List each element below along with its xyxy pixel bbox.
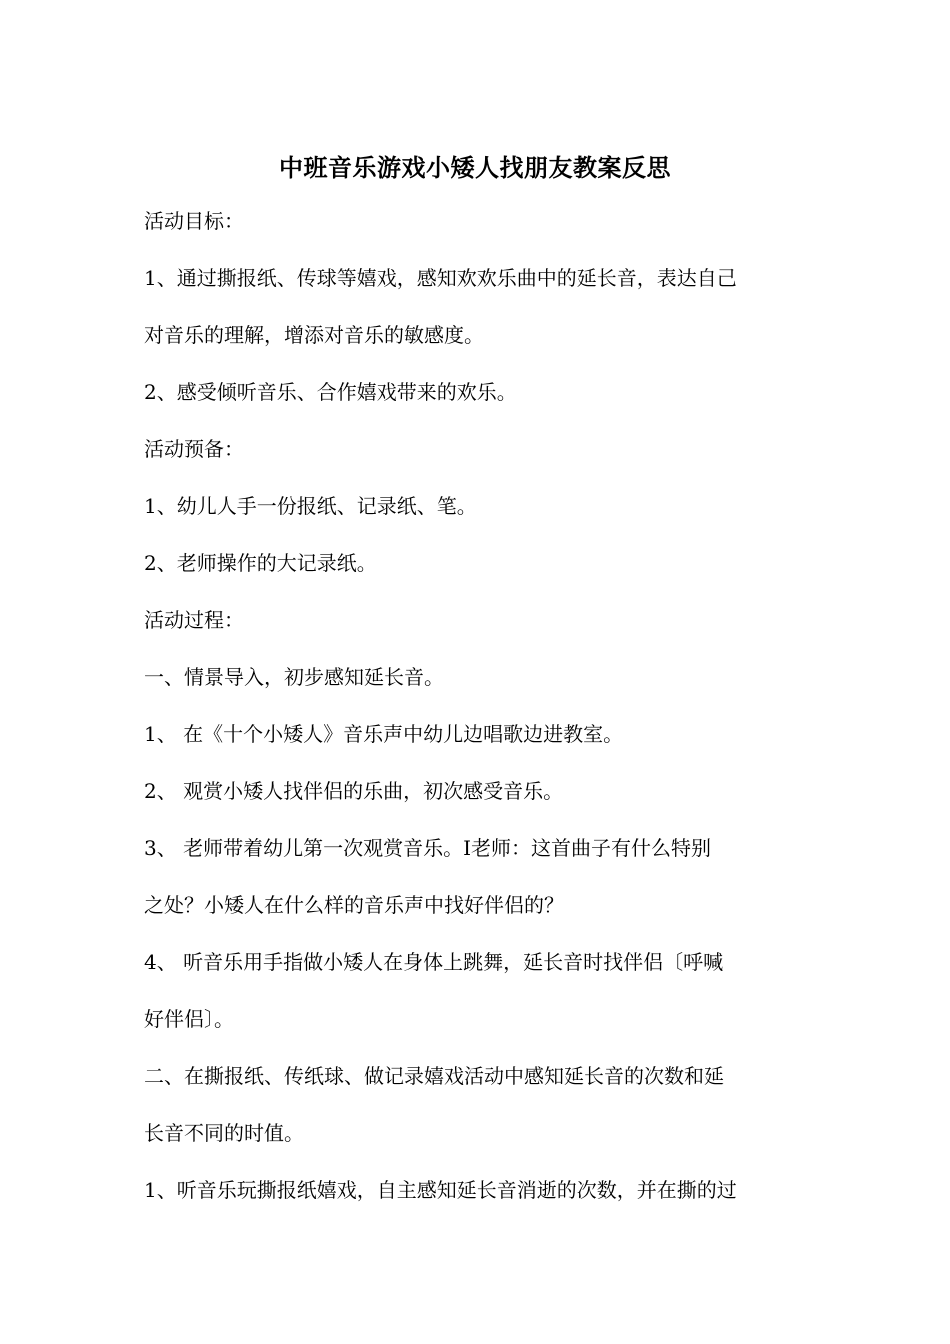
paragraph-line: 1、听音乐玩撕报纸嬉戏，自主感知延长音消逝的次数，并在撕的过 bbox=[144, 1178, 737, 1202]
section-heading-preparation: 活动预备： bbox=[144, 437, 244, 461]
paragraph-line: 2、老师操作的大记录纸。 bbox=[144, 551, 377, 575]
paragraph-line: 1、幼儿人手一份报纸、记录纸、笔。 bbox=[144, 494, 477, 518]
paragraph-line: 4、 听音乐用手指做小矮人在身体上跳舞，延长音时找伴侣〔呼喊 bbox=[144, 950, 724, 974]
paragraph-line: 二、在撕报纸、传纸球、做记录嬉戏活动中感知延长音的次数和延 bbox=[144, 1064, 724, 1088]
section-heading-process: 活动过程： bbox=[144, 608, 244, 632]
paragraph-line: 1、 在《十个小矮人》音乐声中幼儿边唱歌边进教室。 bbox=[144, 722, 624, 746]
paragraph-line: 长音不同的时值。 bbox=[144, 1121, 304, 1145]
section-heading-goals: 活动目标： bbox=[144, 209, 244, 233]
paragraph-line: 3、 老师带着幼儿第一次观赏音乐。I老师：这首曲子有什么特别 bbox=[144, 836, 711, 860]
paragraph-line: 2、 观赏小矮人找伴侣的乐曲，初次感受音乐。 bbox=[144, 779, 564, 803]
paragraph-line: 2、感受倾听音乐、合作嬉戏带来的欢乐。 bbox=[144, 380, 517, 404]
document-title: 中班音乐游戏小矮人找朋友教案反思 bbox=[279, 153, 671, 183]
paragraph-line: 1、通过撕报纸、传球等嬉戏，感知欢欢乐曲中的延长音，表达自己 bbox=[144, 266, 737, 290]
paragraph-line: 之处？小矮人在什么样的音乐声中找好伴侣的？ bbox=[144, 893, 564, 917]
paragraph-line: 好伴侣〕。 bbox=[144, 1007, 234, 1031]
paragraph-line: 对音乐的理解，增添对音乐的敏感度。 bbox=[144, 323, 484, 347]
paragraph-line: 一、情景导入，初步感知延长音。 bbox=[144, 665, 444, 689]
